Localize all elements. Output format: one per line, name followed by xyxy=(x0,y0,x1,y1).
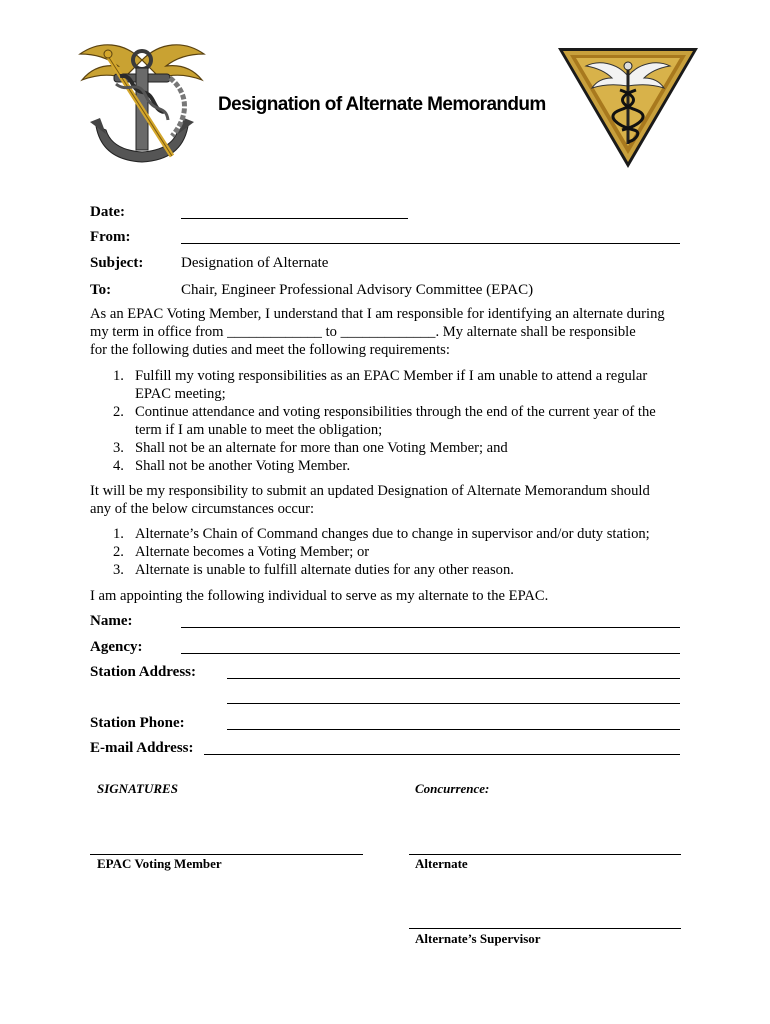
list-item: 2. Continue attendance and voting responsibilities through the end of the current year of the term if I am unable to meet the obligation; xyxy=(113,404,656,438)
circumstances-list xyxy=(90,525,690,579)
subject-value: Designation of Alternate xyxy=(181,255,329,271)
alternate-label: Alternate xyxy=(415,856,468,871)
caduceus-triangle-logo xyxy=(556,46,700,170)
station-address-line-2[interactable] xyxy=(227,703,680,704)
concurrence-heading: Concurrence: xyxy=(415,781,490,796)
name-field-line[interactable] xyxy=(181,627,680,628)
signatures-heading: SIGNATURES xyxy=(97,781,178,796)
list-item: 3. Shall not be an alternate for more than one Voting Member; and xyxy=(113,440,508,456)
appointing-text: I am appointing the following individual to serve as my alternate to the EPAC. xyxy=(90,588,549,604)
list-item: 3. Alternate is unable to fulfill alternate duties for any other reason. xyxy=(113,562,514,578)
intro-paragraph xyxy=(90,305,690,359)
to-label: To: xyxy=(90,282,112,298)
supervisor-signature-line[interactable] xyxy=(409,928,681,929)
station-phone-line[interactable] xyxy=(227,729,680,730)
name-label: Name: xyxy=(90,613,133,629)
agency-field-line[interactable] xyxy=(181,653,680,654)
email-label: E-mail Address: xyxy=(90,740,194,756)
intro-line: As an EPAC Voting Member, I understand that I am responsible for identifying an alternate during xyxy=(90,306,665,322)
list-item: 2. Alternate becomes a Voting Member; or xyxy=(113,544,370,560)
station-address-line-1[interactable] xyxy=(227,678,680,679)
intro-line: for the following duties and meet the following requirements: xyxy=(90,342,450,358)
voting-member-signature-line[interactable] xyxy=(90,854,363,855)
duties-list xyxy=(90,367,690,475)
supervisor-label: Alternate’s Supervisor xyxy=(415,931,541,946)
list-item: 4. Shall not be another Voting Member. xyxy=(113,458,351,474)
station-address-label: Station Address: xyxy=(90,664,196,680)
intro-line: my term in office from _____________ to _____________. My alternate shall be responsible xyxy=(90,324,636,340)
document-title: Designation of Alternate Memorandum xyxy=(218,94,546,115)
voting-member-label: EPAC Voting Member xyxy=(97,856,222,871)
list-item: 1. Alternate’s Chain of Command changes due to change in supervisor and/or duty station; xyxy=(113,526,650,542)
from-field-line[interactable] xyxy=(181,243,680,244)
date-label: Date: xyxy=(90,204,125,220)
to-value: Chair, Engineer Professional Advisory Committee (EPAC) xyxy=(181,282,534,298)
list-item: 1. Fulfill my voting responsibilities as an EPAC Member if I am unable to attend a regular EPAC meeting; xyxy=(113,368,648,402)
navy-anchor-caduceus-logo xyxy=(72,38,212,170)
responsibility-paragraph: It will be my responsibility to submit an updated Designation of Alternate Memorandum should any of the below circumstances occur: xyxy=(90,483,650,517)
station-phone-label: Station Phone: xyxy=(90,715,185,731)
email-field-line[interactable] xyxy=(204,754,680,755)
alternate-signature-line[interactable] xyxy=(409,854,681,855)
from-label: From: xyxy=(90,229,131,245)
agency-label: Agency: xyxy=(90,639,143,655)
date-field-line[interactable] xyxy=(181,218,408,219)
subject-label: Subject: xyxy=(90,255,144,271)
